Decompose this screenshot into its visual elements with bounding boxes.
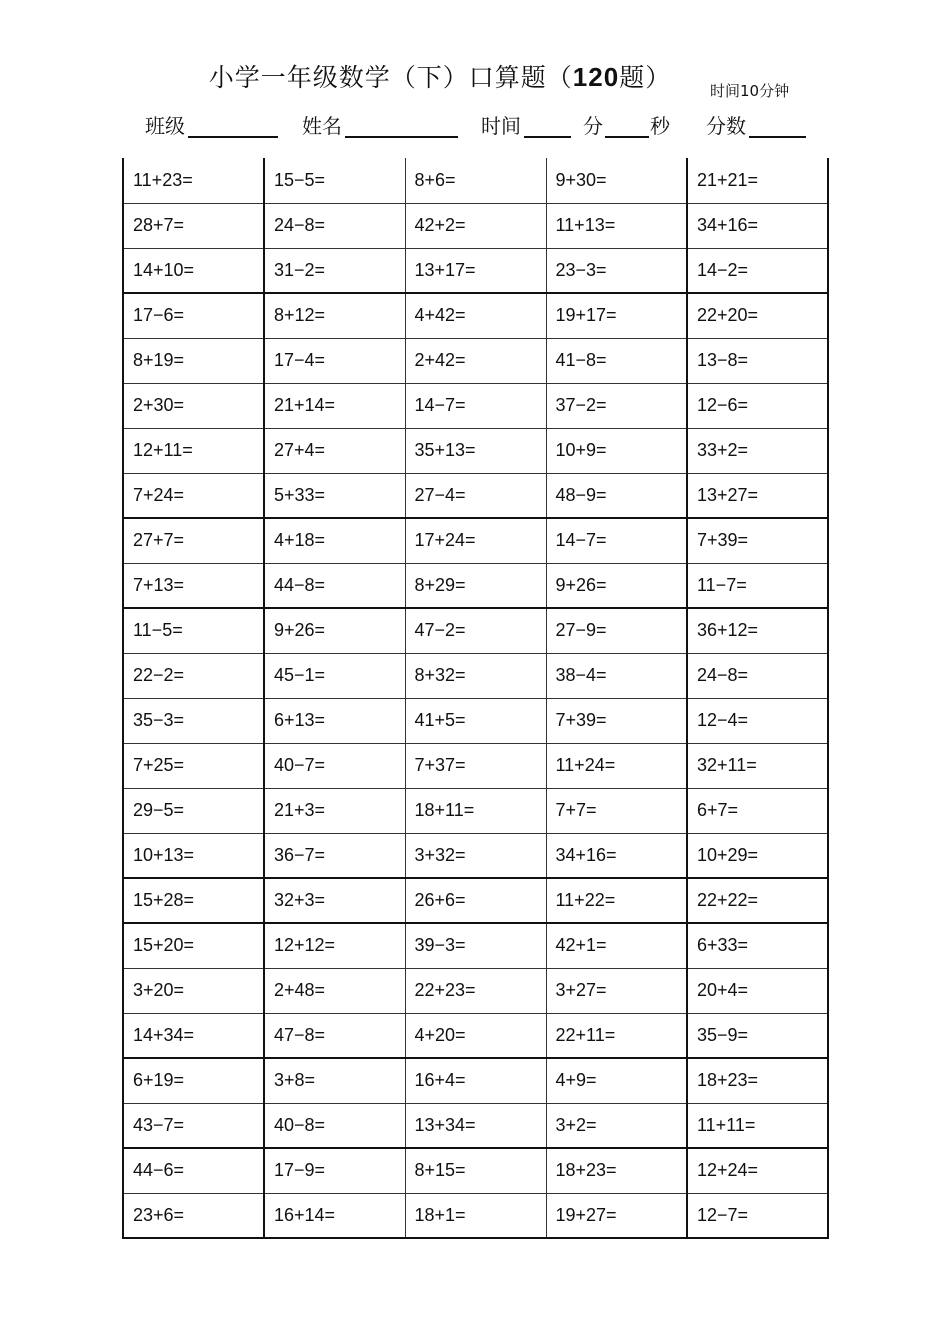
class-label: 班级 [145, 114, 185, 138]
problem-cell: 27−4= [405, 473, 546, 518]
problem-cell: 7+25= [123, 743, 264, 788]
problem-row [123, 788, 828, 833]
problem-cell: 15+28= [123, 878, 264, 923]
name-label: 姓名 [302, 114, 342, 138]
problem-cell: 12+24= [687, 1148, 828, 1193]
problem-cell: 23−3= [546, 248, 687, 293]
problem-cell: 5+33= [264, 473, 405, 518]
problem-row [123, 1148, 828, 1193]
problem-row [123, 203, 828, 248]
problem-cell: 42+1= [546, 923, 687, 968]
problem-cell: 43−7= [123, 1103, 264, 1148]
problem-cell: 7+24= [123, 473, 264, 518]
problem-row [123, 968, 828, 1013]
problem-cell: 18+23= [546, 1148, 687, 1193]
problem-cell: 13+34= [405, 1103, 546, 1148]
problem-row [123, 653, 828, 698]
problem-cell: 10+29= [687, 833, 828, 878]
problem-cell: 16+14= [264, 1193, 405, 1238]
problem-row [123, 923, 828, 968]
title-prefix: 小学一年级数学（下）口算题（ [208, 63, 573, 92]
problem-cell: 4+9= [546, 1058, 687, 1103]
problem-cell: 12+12= [264, 923, 405, 968]
problem-cell: 3+2= [546, 1103, 687, 1148]
problem-cell: 42+2= [405, 203, 546, 248]
problem-cell: 7+7= [546, 788, 687, 833]
problem-cell: 47−2= [405, 608, 546, 653]
problem-cell: 6+19= [123, 1058, 264, 1103]
problem-cell: 35−3= [123, 698, 264, 743]
problem-cell: 45−1= [264, 653, 405, 698]
problem-cell: 36−7= [264, 833, 405, 878]
problem-cell: 14−2= [687, 248, 828, 293]
problem-cell: 7+39= [546, 698, 687, 743]
problem-cell: 29−5= [123, 788, 264, 833]
problem-cell: 22+11= [546, 1013, 687, 1058]
problem-row [123, 878, 828, 923]
minute-label: 分 [583, 114, 603, 138]
problem-row [123, 518, 828, 563]
title-suffix: 题） [619, 63, 672, 92]
problem-cell: 9+26= [546, 563, 687, 608]
problem-row [123, 428, 828, 473]
name-blank[interactable] [345, 136, 458, 138]
problem-cell: 11+24= [546, 743, 687, 788]
problem-cell: 39−3= [405, 923, 546, 968]
problem-cell: 8+32= [405, 653, 546, 698]
problem-cell: 23+6= [123, 1193, 264, 1238]
problem-cell: 8+12= [264, 293, 405, 338]
problem-cell: 19+27= [546, 1193, 687, 1238]
problem-cell: 32+3= [264, 878, 405, 923]
problem-cell: 10+13= [123, 833, 264, 878]
problem-cell: 8+19= [123, 338, 264, 383]
problem-row [123, 293, 828, 338]
problem-cell: 17+24= [405, 518, 546, 563]
problem-cell: 40−7= [264, 743, 405, 788]
problem-cell: 17−6= [123, 293, 264, 338]
problem-cell: 32+11= [687, 743, 828, 788]
problem-cell: 10+9= [546, 428, 687, 473]
problem-cell: 14−7= [405, 383, 546, 428]
title-count: 120 [572, 62, 620, 92]
problem-cell: 24−8= [264, 203, 405, 248]
problem-row [123, 158, 828, 203]
problem-cell: 18+1= [405, 1193, 546, 1238]
problem-cell: 36+12= [687, 608, 828, 653]
problem-cell: 33+2= [687, 428, 828, 473]
minutes-blank[interactable] [524, 136, 571, 138]
problem-row [123, 1058, 828, 1103]
problem-cell: 16+4= [405, 1058, 546, 1103]
problem-cell: 8+29= [405, 563, 546, 608]
problem-cell: 14+34= [123, 1013, 264, 1058]
problem-row [123, 338, 828, 383]
problem-cell: 21+3= [264, 788, 405, 833]
problem-cell: 22+20= [687, 293, 828, 338]
problem-cell: 18+11= [405, 788, 546, 833]
problem-cell: 21+21= [687, 158, 828, 203]
problem-grid [122, 158, 829, 1239]
problem-cell: 14−7= [546, 518, 687, 563]
problem-cell: 2+48= [264, 968, 405, 1013]
score-blank[interactable] [749, 136, 806, 138]
problem-cell: 47−8= [264, 1013, 405, 1058]
problem-cell: 26+6= [405, 878, 546, 923]
problem-cell: 48−9= [546, 473, 687, 518]
problem-row [123, 743, 828, 788]
problem-cell: 13+17= [405, 248, 546, 293]
problem-cell: 37−2= [546, 383, 687, 428]
problem-cell: 8+6= [405, 158, 546, 203]
problem-cell: 40−8= [264, 1103, 405, 1148]
problem-cell: 11+11= [687, 1103, 828, 1148]
problem-cell: 22+22= [687, 878, 828, 923]
problem-cell: 12−7= [687, 1193, 828, 1238]
problem-row [123, 1013, 828, 1058]
problem-cell: 9+30= [546, 158, 687, 203]
problem-cell: 11+23= [123, 158, 264, 203]
problem-cell: 11−5= [123, 608, 264, 653]
problem-cell: 22+23= [405, 968, 546, 1013]
problem-cell: 15+20= [123, 923, 264, 968]
problem-cell: 3+32= [405, 833, 546, 878]
problem-cell: 11+13= [546, 203, 687, 248]
problem-cell: 12−6= [687, 383, 828, 428]
problem-cell: 17−9= [264, 1148, 405, 1193]
problem-cell: 8+15= [405, 1148, 546, 1193]
problem-cell: 41+5= [405, 698, 546, 743]
problem-cell: 13−8= [687, 338, 828, 383]
problem-cell: 6+7= [687, 788, 828, 833]
problem-cell: 28+7= [123, 203, 264, 248]
problem-cell: 22−2= [123, 653, 264, 698]
problem-cell: 4+20= [405, 1013, 546, 1058]
problem-cell: 6+33= [687, 923, 828, 968]
problem-cell: 9+26= [264, 608, 405, 653]
problem-row [123, 1103, 828, 1148]
problem-row [123, 608, 828, 653]
problem-cell: 41−8= [546, 338, 687, 383]
problem-row [123, 1193, 828, 1238]
problem-cell: 15−5= [264, 158, 405, 203]
problem-cell: 3+8= [264, 1058, 405, 1103]
problem-cell: 21+14= [264, 383, 405, 428]
time-limit-note: 时间10分钟 [710, 82, 790, 100]
problem-cell: 2+30= [123, 383, 264, 428]
problem-cell: 13+27= [687, 473, 828, 518]
problem-cell: 35−9= [687, 1013, 828, 1058]
problem-cell: 34+16= [546, 833, 687, 878]
problem-cell: 35+13= [405, 428, 546, 473]
problem-cell: 3+20= [123, 968, 264, 1013]
problem-cell: 2+42= [405, 338, 546, 383]
problem-cell: 27−9= [546, 608, 687, 653]
seconds-blank[interactable] [605, 136, 649, 138]
problem-cell: 18+23= [687, 1058, 828, 1103]
problem-cell: 7+37= [405, 743, 546, 788]
problem-cell: 14+10= [123, 248, 264, 293]
problem-row [123, 383, 828, 428]
problem-cell: 4+18= [264, 518, 405, 563]
problem-cell: 11+22= [546, 878, 687, 923]
problem-cell: 19+17= [546, 293, 687, 338]
problem-cell: 31−2= [264, 248, 405, 293]
problem-cell: 4+42= [405, 293, 546, 338]
problem-cell: 27+4= [264, 428, 405, 473]
student-info-row [0, 108, 950, 142]
problem-row [123, 833, 828, 878]
problem-cell: 7+39= [687, 518, 828, 563]
problem-cell: 44−6= [123, 1148, 264, 1193]
problem-cell: 24−8= [687, 653, 828, 698]
second-label: 秒 [650, 114, 670, 138]
problem-cell: 17−4= [264, 338, 405, 383]
problem-cell: 12+11= [123, 428, 264, 473]
problem-cell: 20+4= [687, 968, 828, 1013]
problem-row [123, 563, 828, 608]
problem-cell: 27+7= [123, 518, 264, 563]
problem-cell: 44−8= [264, 563, 405, 608]
problem-cell: 34+16= [687, 203, 828, 248]
problem-cell: 11−7= [687, 563, 828, 608]
problem-row [123, 248, 828, 293]
problem-cell: 7+13= [123, 563, 264, 608]
score-label: 分数 [706, 114, 746, 138]
class-blank[interactable] [188, 136, 278, 138]
problem-cell: 3+27= [546, 968, 687, 1013]
time-label: 时间 [481, 114, 521, 138]
problem-cell: 12−4= [687, 698, 828, 743]
problem-row [123, 698, 828, 743]
problem-row [123, 473, 828, 518]
problem-cell: 38−4= [546, 653, 687, 698]
problem-cell: 6+13= [264, 698, 405, 743]
